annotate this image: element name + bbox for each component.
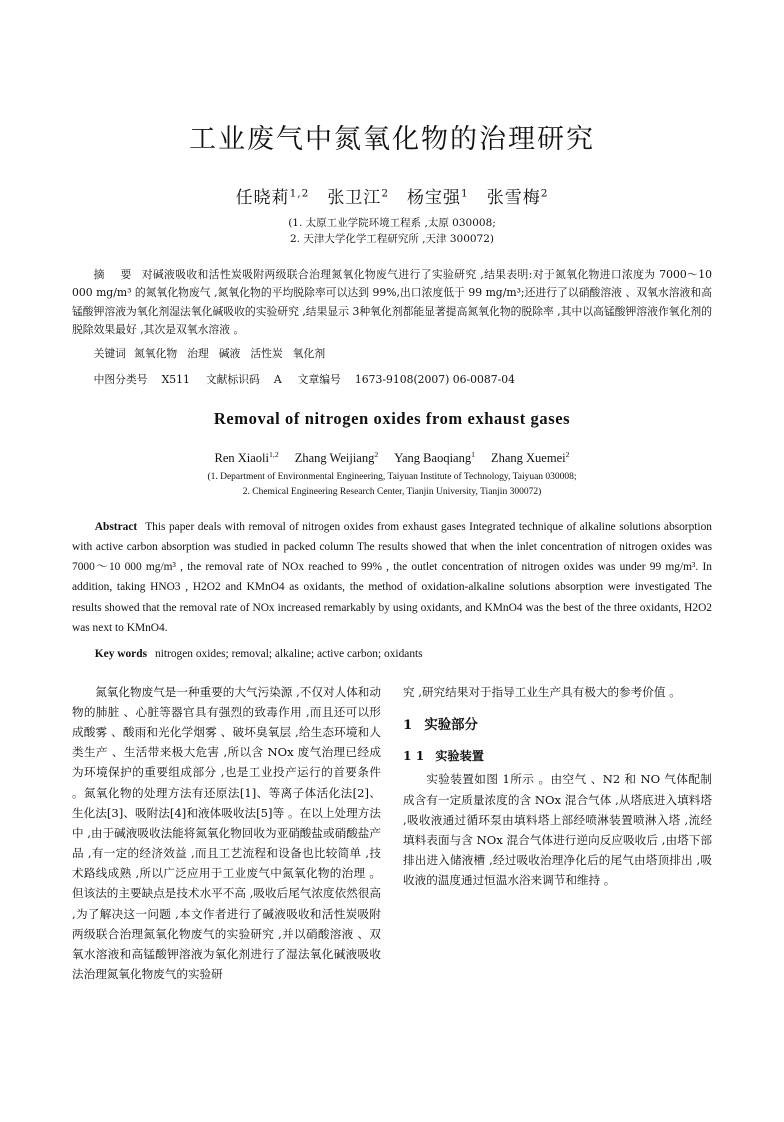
author-affiliation-marker: 2 [381, 187, 390, 200]
author-english: Yang Baoqiang$^1$ [394, 450, 475, 466]
affiliation-line: 2. Chemical Engineering Research Center, Tianjin University, Tianjin 300072) [242, 487, 542, 498]
keyword-item: 治理 [187, 346, 209, 360]
document-code-value: A [273, 373, 282, 387]
author-chinese: 张卫江$^2$ [327, 187, 390, 209]
authors-chinese [72, 183, 712, 208]
keyword-item: 氮氧化物 [133, 346, 178, 360]
author-chinese: 张雪梅$^2$ [486, 187, 549, 209]
abstract-chinese [72, 266, 712, 340]
clc-value: X511 [161, 373, 190, 387]
page-title-chinese: 工业废气中氮氧化物的治理研究 [189, 124, 595, 155]
keyword-item: 氧化剂 [292, 346, 326, 360]
author-english: Ren Xiaoli$^{1,2}$ [214, 450, 279, 466]
keyword-item: 活性炭 [250, 346, 283, 360]
clc-label: 中图分类号 [93, 373, 148, 387]
subsection-title: 实验装置 [435, 749, 484, 764]
author-chinese: 杨宝强$^1$ [407, 187, 469, 209]
author-affiliation-marker: 2 [565, 450, 570, 460]
author-affiliation-marker: 1 [461, 187, 469, 200]
author-english: Zhang Xuemei$^2$ [490, 450, 570, 466]
author-chinese: 任晓莉$^{1,2}$ [235, 187, 310, 209]
body-column-right [403, 682, 712, 985]
body-paragraph: 实验装置如图 1所示 。由空气 、N2 和 NO 气体配制成含有一定质量浓度的含 NOx 混合气体 ,从塔底进入填料塔 ,吸收液通过循环泵由填料塔上部经喷淋装置喷淋入塔 ,流经填料表面与含 NOx 混合气体进行逆向反应吸收后 ,由塔下部排出进入储液槽 ,经过吸收治理净化后的尾气由塔顶排出 ,吸收液的温度通过恒温水浴来调节和维持 。 [403, 772, 712, 888]
body-paragraph: 氮氧化物废气是一种重要的大气污染源 ,不仅对人体和动物的肺脏 、心脏等器官具有强烈的致毒作用 ,而且还可以形成酸雾 、酸雨和光化学烟雾 、破坏臭氧层 ,给生态环境和人类生产 、生活带来极大危害 ,所以含 NOx 废气治理已经成为环境保护的重要组成部分 ,也是工业投产运行的首要条件 。氮氧化物的处理方法有还原法[1]、等离子体活化法[2]、生化法[3]、吸附法[4]和液体吸收法[5]等 。在以上处理方法中 ,由于碱液吸收法能将氮氧化物回收为亚硝酸盐或硝酸盐产品 ,有一定的经济效益 ,而且工艺流程和设备也比较简单 ,技术路线成熟 ,所以广泛应用于工业废气中氮氧化物的治理 。但该法的主要缺点是技术水平不高 ,吸收后尾气浓度依然很高 ,为了解决这一问题 ,本文作者进行了碱液吸收和活性炭吸附两级联合治理氮氧化物废气的实验研究 ,并以硝酸溶液 、双氧水溶液和高锰酸钾溶液为氧化剂进行了湿法氧化碱液吸收法治理氮氧化物废气的实验研 [72, 684, 381, 982]
keywords-label-chinese: 关键词 [93, 346, 126, 360]
classification-line [72, 372, 712, 387]
body-paragraph-continued: 究 ,研究结果对于指导工业生产具有极大的参考价值 。 [403, 684, 681, 699]
authors-english [72, 451, 712, 466]
keywords-english [72, 645, 712, 664]
author-affiliation-marker: 1,2 [289, 187, 310, 200]
author-affiliation-marker: 2 [374, 450, 379, 460]
section-heading-1 [403, 714, 712, 737]
abstract-text-chinese: 对碱液吸收和活性炭吸附两级联合治理氮氧化物废气进行了实验研究 ,结果表明:对于氮氧化物进口浓度为 7000～10 000 mg/m³ 的氮氧化物废气 ,氮氧化物的平均脱除率可以达到 99%,出口浓度低于 99 mg/m³;还进行了以硝酸溶液 、双氧水溶液和高锰酸钾溶液为氧化剂湿法氧化碱吸收的实验研究 ,结果显示 3种氧化剂都能显著提高氮氧化物的脱除率 ,其中以高锰酸钾溶液作氧化剂的脱除效果最好 ,其次是双氧水溶液 。 [72, 267, 712, 337]
abstract-label-english: Abstract [94, 520, 138, 533]
section-heading-1-1 [403, 746, 712, 767]
keywords-text-english: nitrogen oxides; removal; alkaline; active carbon; oxidants [155, 648, 423, 661]
affiliation-line: 2. 天津大学化学工程研究所 ,天津 300072) [289, 233, 495, 246]
page-title-english: Removal of nitrogen oxides from exhaust gases [213, 409, 571, 429]
author-affiliation-marker: 1 [471, 450, 475, 460]
abstract-label-chinese: 摘 要 [93, 267, 138, 281]
section-number: 1 [403, 716, 413, 733]
author-english: Zhang Weijiang$^2$ [294, 450, 379, 466]
section-title: 实验部分 [424, 716, 478, 733]
abstract-text-english: This paper deals with removal of nitrogen oxides from exhaust gases Integrated technique of alkaline solutions absorption with active carbon absorption was studied in packed column The results showed that when the inlet concentration of nitrogen oxides was 7000～10 000 mg/m³ , the removal rate of NOx reached to 99% , the outlet concentration of nitrogen oxides was under 99 mg/m³. In addition, taking HNO3 , H2O2 and KMnO4 as oxidants, the method of oxidation-alkaline solutions absorption were investigated The results showed that the removal rate of NOx increased remarkably by using oxidants, and KMnO4 was the best of the three oxidants, H2O2 was next to KMnO4. [72, 520, 712, 635]
keywords-label-english: Key words [94, 648, 148, 661]
body-columns [72, 682, 712, 985]
article-number-value: 1673-9108(2007) 06-0087-04 [354, 373, 516, 387]
affiliation-line: (1. 太原工业学院环境工程系 ,太原 030008; [288, 217, 496, 230]
document-code-label: 文献标识码 [205, 373, 260, 387]
keyword-item: 碱液 [218, 346, 241, 360]
affiliations-english [72, 470, 712, 500]
author-affiliation-marker: 2 [540, 187, 549, 200]
affiliations-chinese [72, 215, 712, 248]
affiliation-line: (1. Department of Environmental Engineering, Taiyuan Institute of Technology, Taiyuan 030008; [207, 472, 577, 483]
keywords-chinese [72, 345, 712, 363]
abstract-english [72, 517, 712, 639]
subsection-number: 1 1 [403, 749, 425, 764]
article-number-label: 文章编号 [297, 373, 341, 387]
author-affiliation-marker: 1,2 [269, 450, 279, 460]
body-column-left [72, 682, 381, 985]
